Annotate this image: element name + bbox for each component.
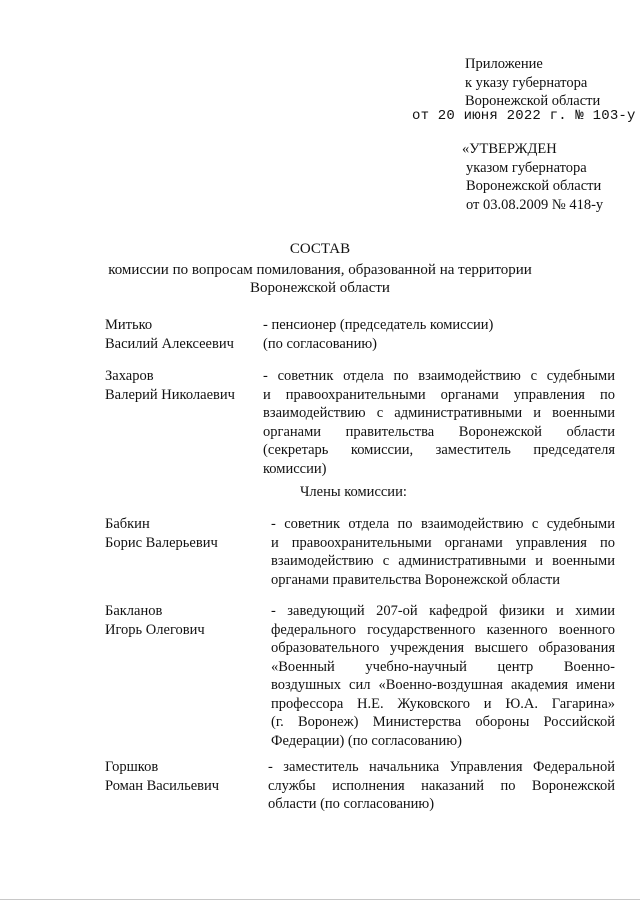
description-line: - пенсионер (председатель комиссии)	[263, 317, 494, 333]
description-line: - советник отдела по взаимодействию с судебными	[271, 516, 615, 532]
description-line: «Военный учебно-научный центр Военно-	[271, 658, 615, 675]
decree-date-stamp: от 20 июня 2022 г. № 103-у	[412, 108, 636, 124]
description-line: - заведующий 207-ой кафедрой физики и химии	[271, 603, 615, 619]
member-description	[268, 758, 615, 814]
approved-line-2: указом губернатора	[466, 159, 587, 176]
member-surname: Захаров	[105, 368, 154, 384]
member-surname: Митько	[105, 317, 153, 333]
description-line: (по согласованию)	[263, 335, 377, 352]
member-surname: Горшков	[105, 759, 159, 775]
description-line: органами правительства Воронежской области	[263, 423, 615, 440]
approved-line-4: от 03.08.2009 № 418-у	[466, 196, 604, 213]
member-given-name: Роман Васильевич	[105, 777, 220, 794]
member-given-name: Борис Валерьевич	[105, 534, 218, 551]
member-description	[263, 316, 613, 353]
description-line: и правоохранительными органами управления по	[271, 534, 615, 551]
description-line: - советник отдела по взаимодействию с судебными	[263, 368, 615, 384]
members-heading: Члены комиссии:	[300, 484, 407, 500]
member-name	[105, 758, 255, 795]
member-name	[105, 515, 255, 552]
member-given-name: Игорь Олегович	[105, 621, 205, 638]
description-line: органами правительства Воронежской области	[271, 571, 561, 588]
title-main: СОСТАВ	[289, 241, 351, 257]
page-edge-line	[0, 899, 640, 900]
member-given-name: Василий Алексеевич	[105, 335, 234, 352]
appendix-line-1: Приложение	[465, 56, 543, 72]
appendix-line-2: к указу губернатора	[465, 74, 588, 91]
appendix-line-3: Воронежской области	[465, 93, 601, 109]
title-line-2: комиссии по вопросам помилования, образованной на территории	[108, 261, 532, 278]
description-line: взаимодействию с административными и военными	[263, 405, 615, 421]
description-line: комиссии)	[263, 460, 327, 477]
approved-block	[462, 140, 603, 214]
member-name	[105, 367, 255, 404]
description-line: воздушных сил «Военно-воздушная академия имени	[271, 677, 615, 693]
approved-line-1: «УТВЕРЖДЕН	[462, 141, 557, 157]
description-line: - заместитель начальника Управления Федеральной	[268, 759, 615, 775]
title-line-3: Воронежской области	[250, 280, 390, 296]
description-line: профессора Н.Е. Жуковского и Ю.А. Гагарина»	[271, 695, 615, 712]
description-line: (г. Воронеж) Министерства обороны Российской	[271, 714, 615, 730]
description-line: (секретарь комиссии, заместитель председателя	[263, 442, 615, 458]
description-line: службы исполнения наказаний по Воронежской	[268, 777, 615, 794]
approved-line-3: Воронежской области	[466, 178, 602, 194]
member-description	[271, 602, 615, 750]
member-name	[105, 316, 255, 353]
description-line: Федерации) (по согласованию)	[271, 732, 462, 749]
description-line: образовательного учреждения высшего образования	[271, 640, 615, 656]
document-title	[0, 240, 640, 298]
member-description	[263, 367, 615, 478]
member-name	[105, 602, 255, 639]
appendix-header	[465, 55, 600, 111]
member-surname: Бакланов	[105, 603, 163, 619]
member-given-name: Валерий Николаевич	[105, 386, 235, 403]
description-line: и правоохранительными органами управления по	[263, 386, 615, 403]
description-line: федерального государственного казенного военного	[271, 621, 615, 638]
description-line: взаимодействию с административными и военными	[271, 553, 615, 569]
description-line: области (по согласованию)	[268, 796, 435, 812]
member-description	[271, 515, 615, 589]
member-surname: Бабкин	[105, 516, 150, 532]
